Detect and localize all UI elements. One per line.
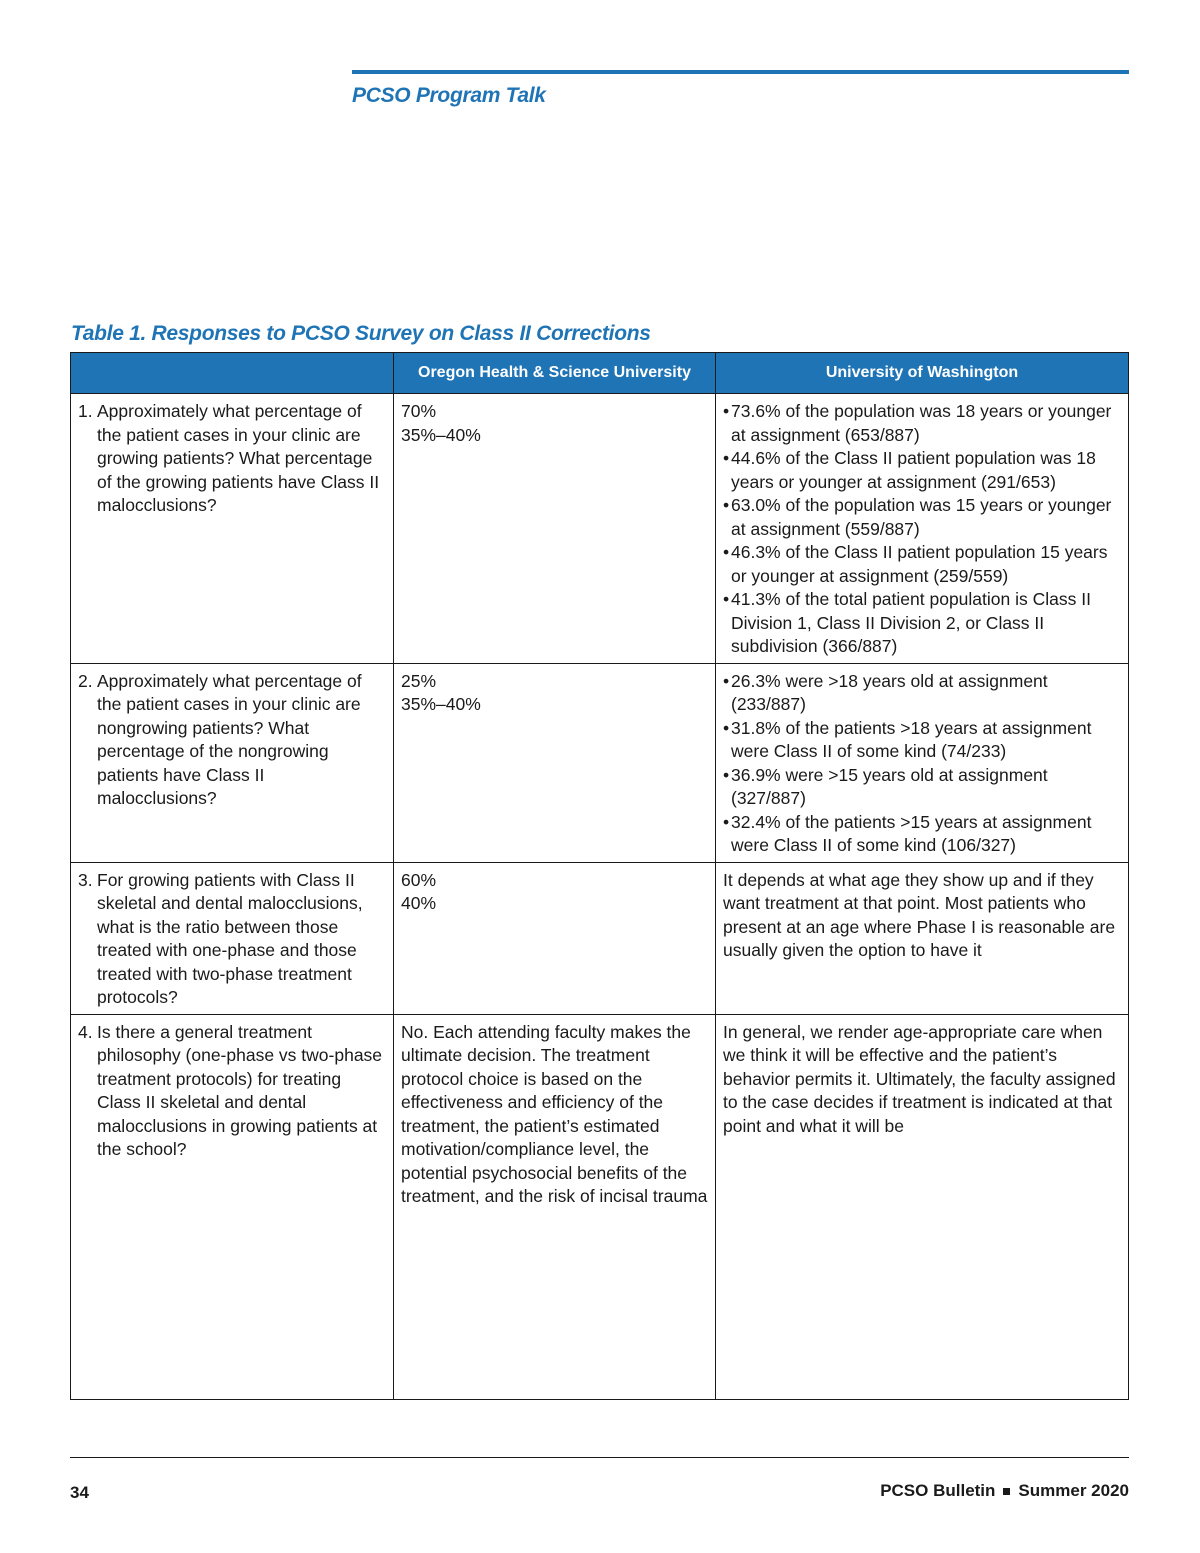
table-caption: Table 1. Responses to PCSO Survey on Class II Corrections: [71, 322, 651, 345]
header-rule: [352, 70, 1129, 74]
uw-bullet: • 46.3% of the Class II patient population 15 years or younger at assignment (259/559): [723, 542, 1108, 586]
column-header-ohsu: Oregon Health & Science University: [394, 353, 716, 394]
uw-answer: In general, we render age-appropriate care when we think it will be effective and the patient’s behavior permits it. Ultimately, the faculty assigned to the case decides if treatment is indicated at that point and what it will be: [723, 1021, 1116, 1136]
uw-bullet: • 73.6% of the population was 18 years or younger at assignment (653/887): [723, 401, 1112, 445]
uw-bullet: • 63.0% of the population was 15 years or younger at assignment (559/887): [723, 495, 1112, 539]
uw-answer: It depends at what age they show up and if they want treatment at that point. Most patients who present at an age where Phase I is reasonable are usually given the option to have it: [723, 869, 1116, 960]
column-header-uw: University of Washington: [716, 353, 1129, 394]
uw-cell: [716, 394, 1129, 664]
question-cell: [71, 394, 394, 664]
ohsu-value: 60%: [401, 869, 437, 890]
table-header-row: [71, 353, 1129, 394]
uw-bullet: • 36.9% were >15 years old at assignment (327/887): [723, 764, 1048, 808]
uw-bullet: • 32.4% of the patients >15 years at assignment were Class II of some kind (106/327): [723, 811, 1092, 855]
ohsu-cell: [394, 862, 716, 1014]
square-separator-icon: [1003, 1488, 1010, 1495]
ohsu-value: 35%–40%: [401, 424, 481, 445]
uw-cell: [716, 1014, 1129, 1399]
question-number: 1.: [78, 401, 93, 421]
question-number: 3.: [78, 869, 93, 890]
ohsu-value: 70%: [401, 401, 437, 421]
footer-rule: [70, 1457, 1129, 1458]
question-number: 2.: [78, 670, 93, 691]
question-text: Is there a general treatment philosophy (one-phase vs two-phase treatment protocols) for treating Class II skeletal and dental malocclusions in growing patients at the school?: [97, 1021, 383, 1159]
question-text: Approximately what percentage of the patient cases in your clinic are growing patients? What percentage of the growing patients have Class II malocclusions?: [97, 401, 380, 515]
ohsu-value: 35%–40%: [401, 694, 481, 714]
question-cell: [71, 663, 394, 862]
uw-bullet: • 44.6% of the Class II patient population was 18 years or younger at assignment (291/653): [723, 448, 1096, 492]
table-row: [71, 1014, 1129, 1399]
uw-bullet: • 31.8% of the patients >18 years at assignment were Class II of some kind (74/233): [723, 717, 1092, 761]
ohsu-answer: No. Each attending faculty makes the ultimate decision. The treatment protocol choice is based on the effectiveness and efficiency of the treatment, the patient’s estimated motivation/compliance level, the potential psychosocial benefits of the treatment, and the risk of incisal trauma: [401, 1021, 708, 1206]
question-number: 4.: [78, 1021, 93, 1042]
uw-cell: [716, 862, 1129, 1014]
ohsu-value: 40%: [401, 893, 437, 913]
column-header-question: [71, 353, 394, 394]
publication-name: PCSO Bulletin: [880, 1481, 996, 1500]
issue-label: Summer 2020: [1018, 1481, 1129, 1500]
question-text: For growing patients with Class II skeletal and dental malocclusions, what is the ratio between those treated with one-phase and those treated with two-phase treatment protocols?: [97, 869, 363, 1007]
table-row: [71, 663, 1129, 862]
page-number: 34: [70, 1483, 89, 1502]
uw-bullet: • 26.3% were >18 years old at assignment (233/887): [723, 670, 1048, 714]
question-cell: [71, 1014, 394, 1399]
ohsu-cell: [394, 1014, 716, 1399]
table-row: [71, 862, 1129, 1014]
ohsu-cell: [394, 394, 716, 664]
survey-table: [70, 352, 1129, 1400]
section-title: PCSO Program Talk: [352, 84, 546, 107]
uw-bullet: • 41.3% of the total patient population is Class II Division 1, Class II Division 2, or Class II subdivision (366/887): [723, 589, 1091, 656]
table-row: [71, 394, 1129, 664]
ohsu-cell: [394, 663, 716, 862]
uw-cell: [716, 663, 1129, 862]
footer-publication: [880, 1481, 1129, 1501]
ohsu-value: 25%: [401, 670, 437, 691]
question-text: Approximately what percentage of the patient cases in your clinic are nongrowing patients? What percentage of the nongrowing patients have Class II malocclusions?: [97, 670, 362, 808]
question-cell: [71, 862, 394, 1014]
